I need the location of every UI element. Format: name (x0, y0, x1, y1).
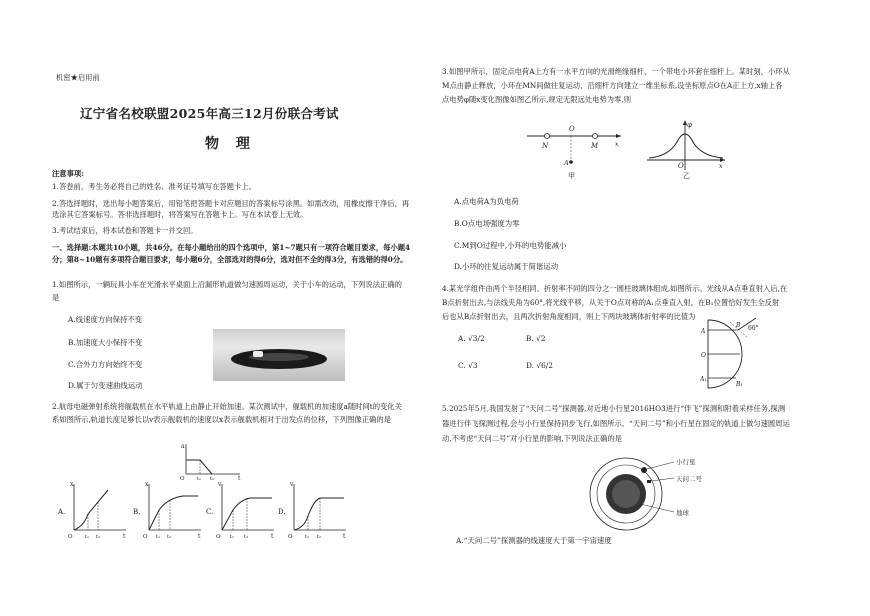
choice-b-graph (133, 481, 201, 540)
q5-orbit-figure (586, 454, 716, 534)
svg-text:A: A (701, 328, 706, 335)
tick-t2: t₂ (210, 476, 215, 480)
q1-option-a: A.线速度方向保持不变 (68, 315, 143, 324)
q2-stem: 系如图所示,轨道长度足够长以v表示舰载机的速度以x表示舰载机相对于出发点的位移，下列图像正确的是 (52, 415, 391, 424)
q1-stem: 1.如图所示，一辆玩具小车在光滑水平桌面上沿漏形轨道做匀速圆周运动，关于小车的运动，下列说法正确的 (52, 280, 402, 289)
q3-stem: M点由静止释放，小环在MN间做往复运动，沿细杆方向建立一维坐标系,设坐标原点O在A正上方,x轴上各 (442, 81, 783, 90)
svg-text:60°: 60° (748, 325, 759, 332)
svg-text:O: O (678, 162, 684, 170)
svg-text:小行星: 小行星 (676, 458, 696, 466)
svg-text:t₂: t₂ (167, 534, 172, 540)
svg-text:地球: 地球 (676, 509, 689, 517)
section-heading: 一、选择题:本题共10小题，共46分。在每小题给出的四个选项中，第1~7题只有一项符合题目要求，每小题4 (52, 243, 411, 252)
svg-text:M: M (591, 142, 599, 150)
svg-text:A₁: A₁ (700, 376, 707, 383)
q4-option-c: C. √3 (458, 361, 478, 370)
q3-option-d: D.小环的往复运动属于简谐运动 (454, 262, 559, 271)
q3-stem: 3.如图甲所示，固定点电荷A上方有一水平方向的光滑绝缘细杆，一个带电小环套在细杆上。某时刻，小环从 (442, 67, 790, 76)
svg-text:x: x (615, 141, 619, 148)
q5-option-a: A.“天问二号”探测器的线速度大于第一宇宙速度 (456, 536, 612, 545)
svg-text:B₁: B₁ (736, 381, 743, 388)
note-item: 1.答卷前，考生务必将自己的姓名、准考证号填写在答题卡上。 (52, 182, 256, 191)
q2-choice-graphs (58, 480, 438, 542)
choice-d-graph (278, 481, 346, 540)
svg-text:t₁: t₁ (230, 534, 235, 540)
svg-text:t₁: t₁ (156, 534, 161, 540)
q5-stem: 器进行伴飞探测过程,会与小行星保持同步飞行,如图所示。“天问二号”和小行星在固定的轨道上做匀速圆周运 (442, 419, 790, 428)
q1-stem: 是 (52, 293, 60, 302)
svg-text:x: x (719, 163, 723, 170)
svg-text:O: O (701, 352, 706, 359)
q1-option-c: C.合外力方向始终不变 (68, 360, 143, 369)
q4-option-d: D. √6/2 (526, 361, 553, 370)
q1-toy-car-photo (213, 329, 345, 381)
q3-option-c: C.M到O过程中,小环的电势能减小 (454, 241, 567, 250)
svg-text:B: B (736, 322, 741, 329)
svg-text:t: t (123, 533, 126, 540)
svg-text:v: v (218, 481, 222, 488)
svg-text:x: x (145, 481, 149, 488)
q4-stem: 4.某光学组件由两个半径相同、折射率不同的四分之一圆柱玻璃体组成,如图所示。光线从A点垂直射入后,在 (442, 284, 788, 293)
q4-prism-figure (700, 316, 770, 396)
section-heading: 分；第8~10题有多项符合题目要求，每小题6分，全部选对的得6分，选对但不全的得3分，有选错的得0分。 (52, 255, 408, 264)
choice-c-graph (206, 481, 274, 540)
svg-text:t₁: t₁ (305, 534, 310, 540)
q2-stem: 2.航母电磁弹射系统将舰载机在水平轨道上由静止开始加速。某次测试中，舰载机的加速度a随时间t的变化关 (52, 402, 402, 411)
q5-stem: 动,不考虑“天问二号”对小行星的影响,下列说法正确的是 (442, 434, 622, 443)
q3-figure-jia (525, 118, 625, 180)
svg-text:A: A (564, 159, 569, 167)
choice-a-graph (58, 481, 126, 540)
svg-text:t: t (271, 533, 274, 540)
svg-text:O: O (143, 534, 148, 540)
choice-letter: D. (278, 508, 286, 516)
axis-label-t: t (238, 475, 241, 480)
q1-option-d: D.属于匀变速曲线运动 (68, 381, 143, 390)
q2-acceleration-graph (178, 440, 248, 480)
note-item: 2.答选择题时，选出每小题答案后，用铅笔把答题卡对应题目的答案标号涂黑。如需改动，用橡皮擦干净后，再 (52, 199, 410, 208)
svg-text:t₂: t₂ (96, 534, 101, 540)
origin-label: O (180, 476, 185, 480)
svg-text:t₂: t₂ (244, 534, 249, 540)
q3-figure-yi (645, 118, 727, 180)
svg-text:O: O (68, 534, 73, 540)
exam-title: 辽宁省名校联盟2025年高三12月份联合考试 (80, 106, 339, 121)
svg-text:φ: φ (687, 121, 692, 129)
svg-text:N: N (542, 142, 549, 150)
choice-letter: C. (206, 508, 214, 516)
svg-text:t: t (343, 533, 346, 540)
svg-text:O: O (569, 125, 575, 133)
q1-option-b: B.加速度大小保持不变 (68, 338, 143, 347)
choice-letter: A. (58, 508, 66, 516)
subject-title: 物 理 (205, 136, 256, 152)
note-item: 选涂其它答案标号。答非选择题时，将答案写在答题卡上。写在本试卷上无效。 (52, 210, 308, 219)
q3-option-b: B.O点电场强度为零 (454, 219, 520, 228)
secret-label: 机密★启用前 (56, 73, 100, 82)
q4-stem: B点折射出去,与法线夹角为60°,将光线平移，从关于O点对称的A₁点垂直入射，在B₁位置恰好发生全反射 (442, 298, 780, 307)
svg-text:甲: 甲 (568, 172, 575, 180)
q4-option-a: A. √3/2 (458, 334, 485, 343)
q3-option-a: A.点电荷A为负电荷 (454, 197, 519, 206)
svg-text:O: O (216, 534, 221, 540)
notes-heading: 注意事项: (52, 169, 84, 178)
svg-text:t: t (198, 533, 201, 540)
q4-stem: 后也从B点折射出去，且两次折射角度相同，则上下两块玻璃体折射率的比值为 (442, 312, 696, 321)
axis-label-a: a (181, 443, 185, 450)
svg-text:v: v (290, 481, 294, 488)
svg-text:t₂: t₂ (317, 534, 322, 540)
svg-text:天问二号: 天问二号 (676, 475, 702, 483)
track-image (213, 329, 345, 381)
svg-text:t₁: t₁ (85, 534, 90, 540)
svg-text:O: O (288, 534, 293, 540)
note-item: 3.考试结束后，将本试卷和答题卡一并交回。 (52, 226, 198, 235)
axis-label: x (70, 481, 74, 488)
q3-stem: 点电势φ随x变化图像如图乙所示,规定无限远处电势为零,则 (442, 95, 631, 104)
tick-t1: t₁ (197, 476, 202, 480)
q4-option-b: B. √2 (526, 334, 546, 343)
choice-letter: B. (133, 508, 141, 516)
q5-stem: 5.2025年5月,我国发射了“天问二号”探测器,对近地小行星2016HO3进行“伴飞”探测和附着采样任务,探测 (442, 404, 786, 413)
svg-text:乙: 乙 (683, 172, 690, 180)
